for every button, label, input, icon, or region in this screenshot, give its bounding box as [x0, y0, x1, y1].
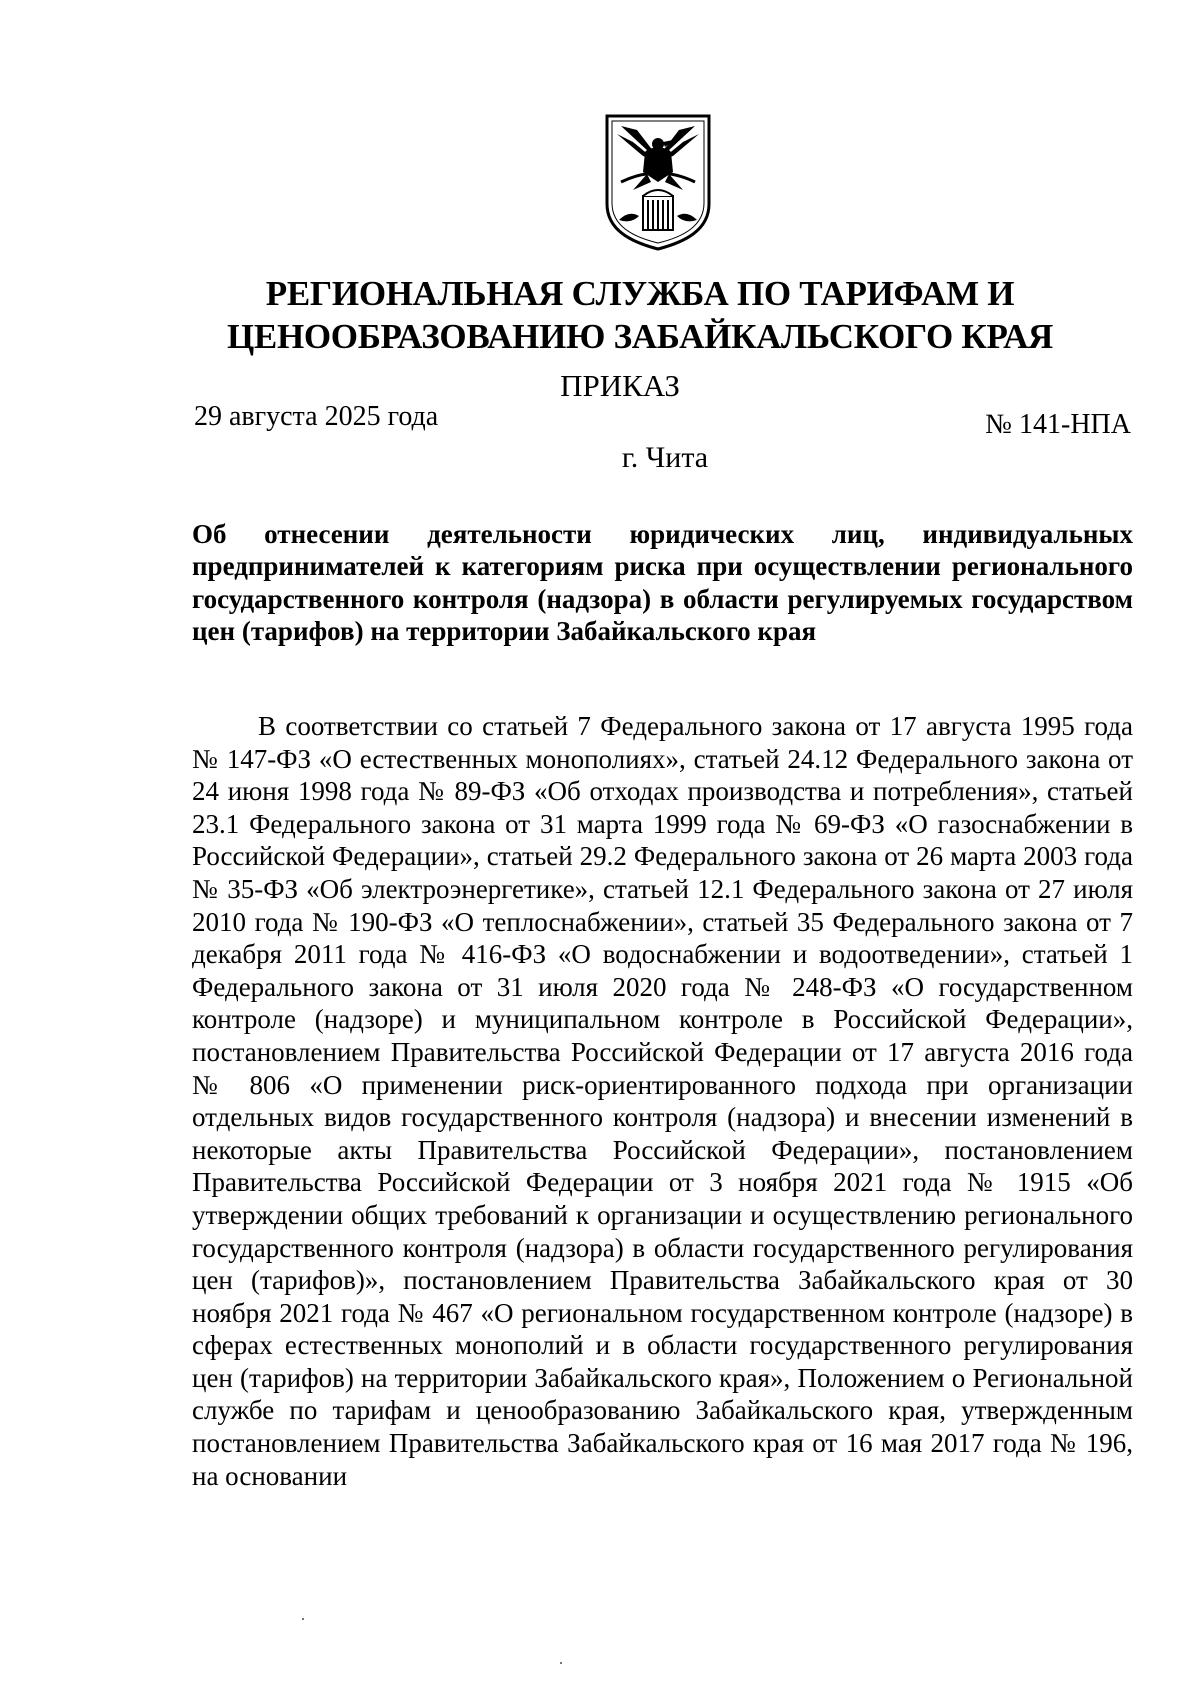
document-type: ПРИКАЗ	[560, 368, 680, 403]
zabaykalsky-krai-coat-of-arms-icon	[603, 112, 713, 252]
scan-speck	[560, 1662, 562, 1664]
body-paragraph: В соответствии со статьей 7 Федерального закона от 17 августа 1995 года № 147-ФЗ «О естественных монополиях», статьей 24.12 Федерального закона от 24 июня 1998 года № 89-ФЗ «Об отходах производства и потребления», статьей 23.1 Федерального закона от 31 марта 1999 года № 69-ФЗ «О газоснабжении в Российской Федерации», статьей 29.2 Федерального закона от 26 марта 2003 года № 35-ФЗ «Об электроэнергетике», статьей 12.1 Федерального закона от 27 июля 2010 года № 190-ФЗ «О теплоснабжении», статьей 35 Федерального закона от 7 декабря 2011 года № 416-ФЗ «О водоснабжении и водоотведении», статьей 1 Федерального закона от 31 июля 2020 года № 248-ФЗ «О государственном контроле (надзоре) и муниципальном контроле в Российской Федерации», постановлением Правительства Российской Федерации от 17 августа 2016 года № 806 «О применении риск-ориентированного подхода при организации отдельных видов государственного контроля (надзора) и внесении изменений в некоторые акты Правительства Российской Федерации», постановлением Правительства Российской Федерации от 3 ноября 2021 года № 1915 «Об утверждении общих требований к организации и осуществлению регионального государственного контроля (надзора) в области государственного регулирования цен (тарифов)», постановлением Правительства Забайкальского края от 30 ноября 2021 года № 467 «О региональном государственном контроле (надзоре) в сферах естественных монополий и в области государственного регулирования цен (тарифов) на территории Забайкальского края», Положением о Региональной службе по тарифам и ценообразованию Забайкальского края, утвержденным постановлением Правительства Забайкальского края от 16 мая 2017 года № 196, на основании	[192, 711, 1133, 1491]
order-subject: Об отнесении деятельности юридических лиц, индивидуальных предпринимателей к категориям риска при осуществлении регионального государственного контроля (надзора) в области регулируемых государством цен (тарифов) на территории Забайкальского края	[192, 519, 1133, 647]
order-city: г. Чита	[621, 441, 709, 474]
order-number: № 141-НПА	[985, 409, 1131, 440]
scan-speck	[302, 1618, 304, 1620]
order-date: 29 августа 2025 года	[194, 401, 439, 432]
organization-title: РЕГИОНАЛЬНАЯ СЛУЖБА ПО ТАРИФАМ И ЦЕНООБРАЗОВАНИЮ ЗАБАЙКАЛЬСКОГО КРАЯ	[226, 274, 1054, 356]
